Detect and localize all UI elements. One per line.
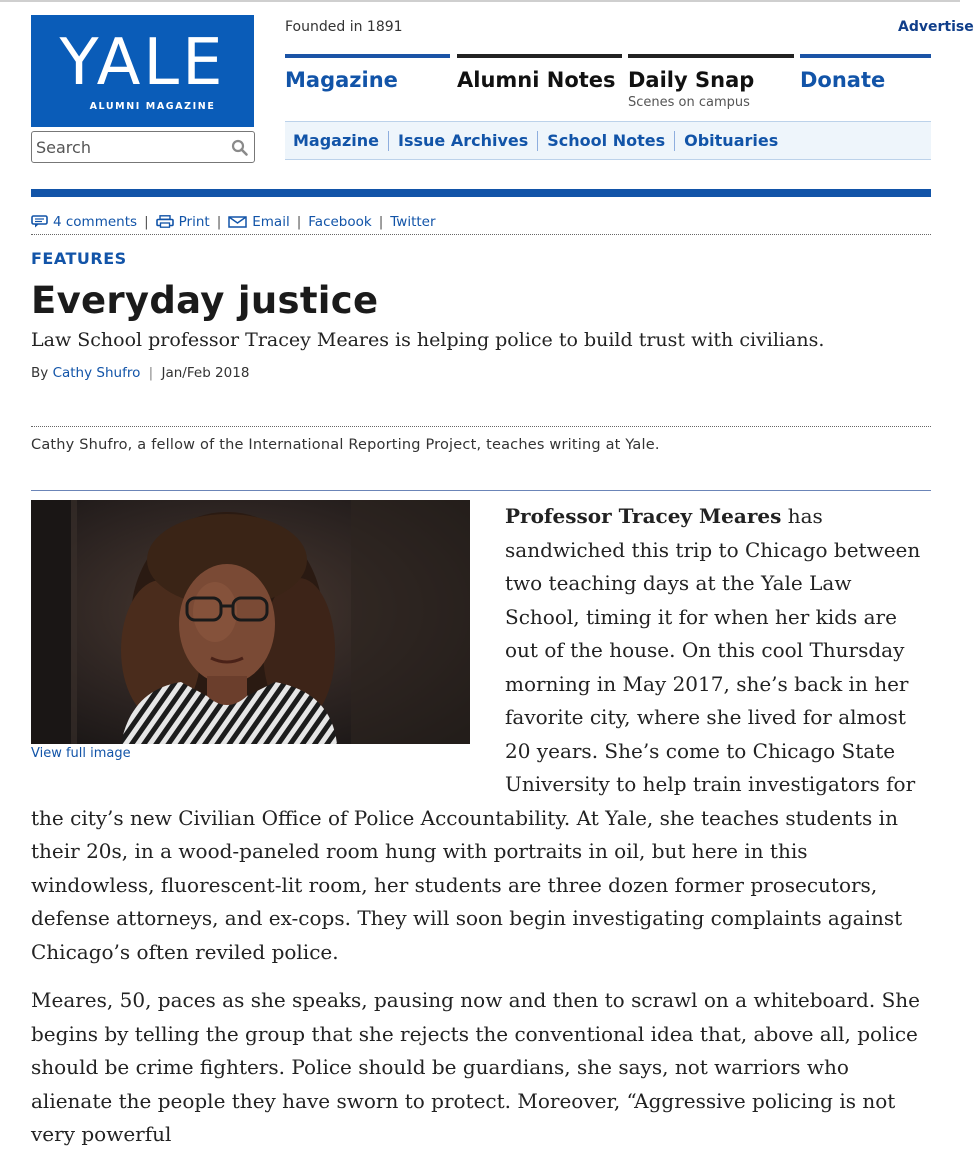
yale-alumni-magazine-logo[interactable] [31,15,254,127]
author-bio: Cathy Shufro, a fellow of the International Reporting Project, teaches writing at Yale. [31,437,660,453]
separator: | [216,213,222,230]
logo-subtitle: ALUMNI MAGAZINE [89,101,216,112]
search-box [31,131,255,163]
share-toolbar [31,209,931,235]
image-float-spacer [31,500,505,792]
sub-navigation [285,121,931,160]
article-body [31,500,931,1167]
separator: | [378,213,384,230]
subnav-magazine[interactable]: Magazine [293,131,389,151]
separator: | [148,365,154,381]
view-full-image-link[interactable]: View full image [31,746,131,761]
facebook-link[interactable]: Facebook [308,213,372,230]
print-label: Print [178,213,210,230]
advertise-link[interactable]: Advertise [898,19,974,35]
email-link[interactable] [228,214,289,230]
separator: | [296,213,302,230]
top-border [0,0,960,2]
issue-date: Jan/Feb 2018 [161,365,250,381]
founded-text: Founded in 1891 [285,19,403,35]
content-divider [31,490,931,491]
search-icon[interactable] [231,139,248,156]
email-label: Email [252,213,290,230]
lead-name: Professor Tracey Meares [505,504,782,528]
search-input[interactable] [36,135,226,159]
subnav-issue-archives[interactable]: Issue Archives [398,131,538,151]
subnav-school-notes[interactable]: School Notes [547,131,675,151]
byline-prefix: By [31,365,49,381]
comment-icon [31,215,48,228]
twitter-link[interactable]: Twitter [390,213,436,230]
subnav-obituaries[interactable]: Obituaries [684,130,779,150]
nav-donate[interactable] [800,54,931,116]
email-icon [228,216,247,228]
paragraph: Meares, 50, paces as she speaks, pausing now and then to scrawl on a whiteboard. She begins by telling the group that she rejects the conventional idea that, above all, police should be crime fighters. Police should be guardians, she says, not warriors who alienate the people they have sworn to protect. Moreover, “Aggressive policing is not very powerful [31,988,920,1146]
nav-alumni-notes[interactable] [457,54,622,116]
nav-magazine[interactable] [285,54,450,116]
byline [31,365,249,381]
article-title: Everyday justice [31,279,379,322]
paragraph-text: has sandwiched this trip to Chicago between two teaching days at the Yale Law School, timing it for when her kids are out of the house. On this cool Thursday morning in May 2017, she’s back in her favorite city, where she lived for almost 20 years. She’s come to Chicago State University to help train investigators for the city’s new Civilian Office of Police Accountability. At Yale, she teaches students in their 20s, in a wood-paneled room hung with portraits in oil, but here in this windowless, fluorescent-lit room, her students are three dozen former prosecutors, defense attorneys, and ex-cops. They will soon begin investigating complaints against Chicago’s often reviled police. [31,504,921,964]
comments-link[interactable] [31,214,137,230]
section-divider-bar [31,189,931,197]
print-link[interactable] [156,214,210,230]
nav-label: Magazine [285,68,398,92]
section-kicker[interactable]: FEATURES [31,249,127,268]
author-link[interactable]: Cathy Shufro [52,365,141,381]
nav-label: Donate [800,68,886,92]
separator: | [144,213,149,230]
dotted-divider [31,426,931,427]
logo-wordmark: YALE [59,26,226,100]
nav-sublabel: Scenes on campus [628,95,750,110]
article-dek: Law School professor Tracey Meares is helping police to build trust with civilians. [31,329,825,351]
nav-label: Alumni Notes [457,68,616,92]
nav-label: Daily Snap [628,68,755,92]
print-icon [156,215,174,228]
nav-daily-snap[interactable] [628,54,794,116]
comments-label: 4 comments [53,213,138,230]
